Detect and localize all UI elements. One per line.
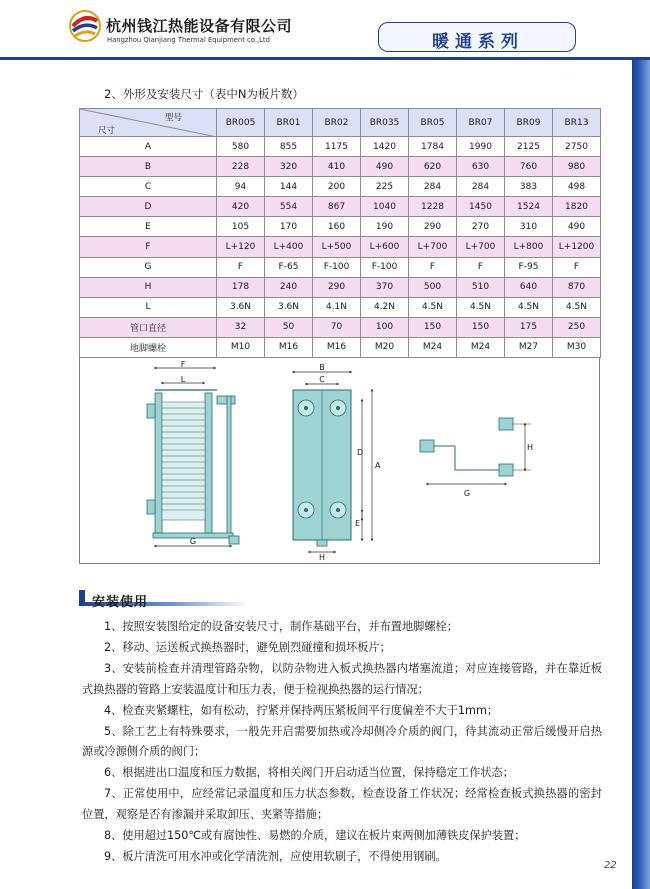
installation-drawings: [79, 360, 600, 564]
list-item: 9、板片清洗可用水冲或化学清洗剂，应使用软刷子，不得使用钢刷。: [104, 849, 447, 863]
table-cell: 4.5N: [457, 297, 505, 317]
table-cell: L+700: [409, 237, 457, 257]
row-label: C: [80, 177, 217, 197]
model-header: BR07: [457, 109, 505, 137]
dim-label-install-G: G: [463, 489, 471, 498]
table-cell: L+1200: [553, 237, 601, 257]
row-label: F: [80, 237, 217, 257]
company-name-en: Hangzhou Qianjiang Thermal Equipment co.,Ltd: [107, 36, 270, 44]
table-cell: 2125: [505, 137, 553, 157]
table-cell: 870: [553, 277, 601, 297]
model-header: BR05: [409, 109, 457, 137]
table-cell: 50: [265, 317, 313, 337]
row-label: L: [80, 297, 217, 317]
table-cell: 228: [217, 157, 265, 177]
table-cell: 170: [265, 217, 313, 237]
table-row: [80, 297, 601, 317]
table-cell: 250: [553, 317, 601, 337]
table-cell: 1040: [361, 197, 409, 217]
table-cell: 150: [409, 317, 457, 337]
table-cell: M30: [553, 337, 601, 357]
row-label: 管口直径: [80, 317, 217, 337]
page-number: 22: [604, 860, 617, 871]
dim-label-E: E: [355, 519, 361, 528]
table-cell: 284: [457, 177, 505, 197]
table-row: [80, 317, 601, 337]
table-cell: M24: [409, 337, 457, 357]
table-cell: 284: [409, 177, 457, 197]
table-cell: 1228: [409, 197, 457, 217]
table-cell: 1420: [361, 137, 409, 157]
row-label: A: [80, 137, 217, 157]
dim-label-A: A: [375, 461, 381, 470]
table-cell: 4.5N: [505, 297, 553, 317]
table-cell: 580: [217, 137, 265, 157]
table-cell: L+500: [313, 237, 361, 257]
corner-size-label: 尺寸: [98, 126, 116, 136]
table-cell: L+120: [217, 237, 265, 257]
row-label: E: [80, 217, 217, 237]
series-title: 暖通系列: [432, 32, 524, 52]
table-cell: 1524: [505, 197, 553, 217]
list-item: 5、除工艺上有特殊要求，一般先开启需要加热或冷却侧冷介质的阀门，待其流动正常后缓慢开启热源或冷源侧介质的阀门；: [82, 724, 602, 759]
spec-table: [79, 108, 601, 358]
table-cell: M16: [265, 337, 313, 357]
usage-instructions-list: [82, 617, 602, 868]
table-cell: 867: [313, 197, 361, 217]
table-cell: 490: [553, 217, 601, 237]
table-cell: 2750: [553, 137, 601, 157]
table-cell: F-100: [313, 257, 361, 277]
row-label: G: [80, 257, 217, 277]
model-header: BR13: [553, 109, 601, 137]
model-header: BR09: [505, 109, 553, 137]
model-header: BR01: [265, 109, 313, 137]
table-cell: 190: [361, 217, 409, 237]
table-row: [80, 337, 601, 357]
front-view-drawing: [293, 363, 381, 562]
table-cell: 1990: [457, 137, 505, 157]
table-cell: 225: [361, 177, 409, 197]
row-label: H: [80, 277, 217, 297]
table-cell: 1784: [409, 137, 457, 157]
table-row: [80, 277, 601, 297]
table-cell: 4.5N: [553, 297, 601, 317]
install-plan-drawing: [420, 418, 533, 498]
list-item: 6、根据进出口温度和压力数据，将相关阀门开启动适当位置，保持稳定工作状态；: [104, 766, 514, 780]
company-logo-icon: [68, 9, 102, 43]
table-row: [80, 177, 601, 197]
table-cell: F-95: [505, 257, 553, 277]
table-cell: 500: [409, 277, 457, 297]
table-cell: 383: [505, 177, 553, 197]
dim-label-C: C: [319, 375, 325, 384]
table-cell: 270: [457, 217, 505, 237]
right-decorative-band: [632, 60, 650, 889]
table-cell: 1175: [313, 137, 361, 157]
table-row: [80, 197, 601, 217]
table-cell: M27: [505, 337, 553, 357]
table-cell: 320: [265, 157, 313, 177]
dim-label-F: F: [180, 360, 186, 369]
table-cell: 4.1N: [313, 297, 361, 317]
table-cell: 410: [313, 157, 361, 177]
list-item: 3、安装前检查并清理管路杂物，以防杂物进入板式换热器内堵塞流道；对应连接管路，并在靠近板式换热器的管路上安装温度计和压力表，便于检视换热器的运行情况；: [82, 661, 602, 696]
table-cell: 498: [553, 177, 601, 197]
table-cell: 310: [505, 217, 553, 237]
table-cell: 3.6N: [265, 297, 313, 317]
table-cell: 490: [361, 157, 409, 177]
table-cell: 200: [313, 177, 361, 197]
table-cell: F: [553, 257, 601, 277]
dim-label-H: H: [318, 553, 326, 562]
dim-label-G: G: [189, 537, 197, 546]
company-name-cn: 杭州钱江热能设备有限公司: [106, 17, 293, 35]
table-cell: 4.2N: [361, 297, 409, 317]
table-cell: 160: [313, 217, 361, 237]
table-cell: L+400: [265, 237, 313, 257]
row-label: 地脚螺栓: [80, 337, 217, 357]
table-cell: 105: [217, 217, 265, 237]
table-cell: 100: [361, 317, 409, 337]
model-header: BR035: [361, 109, 409, 137]
table-cell: 620: [409, 157, 457, 177]
page-header: [0, 0, 650, 62]
table-cell: M20: [361, 337, 409, 357]
table-cell: 855: [265, 137, 313, 157]
table-cell: 290: [313, 277, 361, 297]
table-corner-cell: [80, 109, 217, 137]
table-cell: L+700: [457, 237, 505, 257]
series-badge: [378, 22, 576, 52]
table-cell: 554: [265, 197, 313, 217]
table-cell: 70: [313, 317, 361, 337]
dim-label-install-H: H: [527, 443, 534, 452]
table-cell: 32: [217, 317, 265, 337]
table-cell: 1820: [553, 197, 601, 217]
header-divider: [0, 57, 650, 60]
table-row: [80, 257, 601, 277]
table-cell: L+600: [361, 237, 409, 257]
table-cell: L+800: [505, 237, 553, 257]
table-cell: M24: [457, 337, 505, 357]
table-cell: 175: [505, 317, 553, 337]
list-item: 4、检查夹紧螺柱，如有松动，拧紧并保持两压紧板间平行度偏差不大于1mm；: [104, 703, 499, 717]
list-item: 2、移动、运送板式换热器时，避免剧烈碰撞和损坏板片；: [104, 640, 391, 654]
dim-label-D: D: [357, 448, 364, 457]
table-cell: 370: [361, 277, 409, 297]
table-cell: 3.6N: [217, 297, 265, 317]
table-cell: 144: [265, 177, 313, 197]
table-cell: F-100: [361, 257, 409, 277]
table-cell: 290: [409, 217, 457, 237]
table-cell: 510: [457, 277, 505, 297]
table-cell: 150: [457, 317, 505, 337]
model-header: BR005: [217, 109, 265, 137]
table-header-row: [80, 109, 601, 137]
table-cell: 240: [265, 277, 313, 297]
table-row: [80, 217, 601, 237]
row-label: D: [80, 197, 217, 217]
list-item: 1、按照安装图给定的设备安装尺寸，制作基础平台，并布置地脚螺栓；: [104, 620, 458, 633]
dim-label-L: L: [180, 375, 186, 384]
table-cell: 640: [505, 277, 553, 297]
corner-model-label: 型号: [164, 113, 182, 123]
model-header: BR02: [313, 109, 361, 137]
usage-section-title: 安装使用: [92, 595, 149, 610]
table-cell: 980: [553, 157, 601, 177]
table-row: [80, 237, 601, 257]
table-cell: 420: [217, 197, 265, 217]
table-cell: 1450: [457, 197, 505, 217]
row-label: B: [80, 157, 217, 177]
dim-label-B: B: [319, 363, 325, 372]
section-title: 2、外形及安装尺寸（表中N为板片数）: [104, 87, 304, 101]
table-cell: F: [217, 257, 265, 277]
table-cell: F: [457, 257, 505, 277]
table-cell: M10: [217, 337, 265, 357]
table-cell: 4.5N: [409, 297, 457, 317]
list-item: 8、使用超过150℃或有腐蚀性、易燃的介质，建议在板片束两侧加薄铁皮保护装置；: [104, 829, 526, 843]
table-cell: 178: [217, 277, 265, 297]
table-row: [80, 137, 601, 157]
list-item: 7、正常使用中，应经常记录温度和压力状态参数，检查设备工作状况；经常检查板式换热器的密封位置，观察是否有渗漏并采取卸压、夹紧等措施；: [82, 787, 602, 822]
table-cell: 94: [217, 177, 265, 197]
table-cell: 760: [505, 157, 553, 177]
side-view-drawing: [147, 360, 239, 546]
table-row: [80, 157, 601, 177]
table-cell: F: [409, 257, 457, 277]
table-cell: M16: [313, 337, 361, 357]
table-cell: F-65: [265, 257, 313, 277]
table-cell: 630: [457, 157, 505, 177]
